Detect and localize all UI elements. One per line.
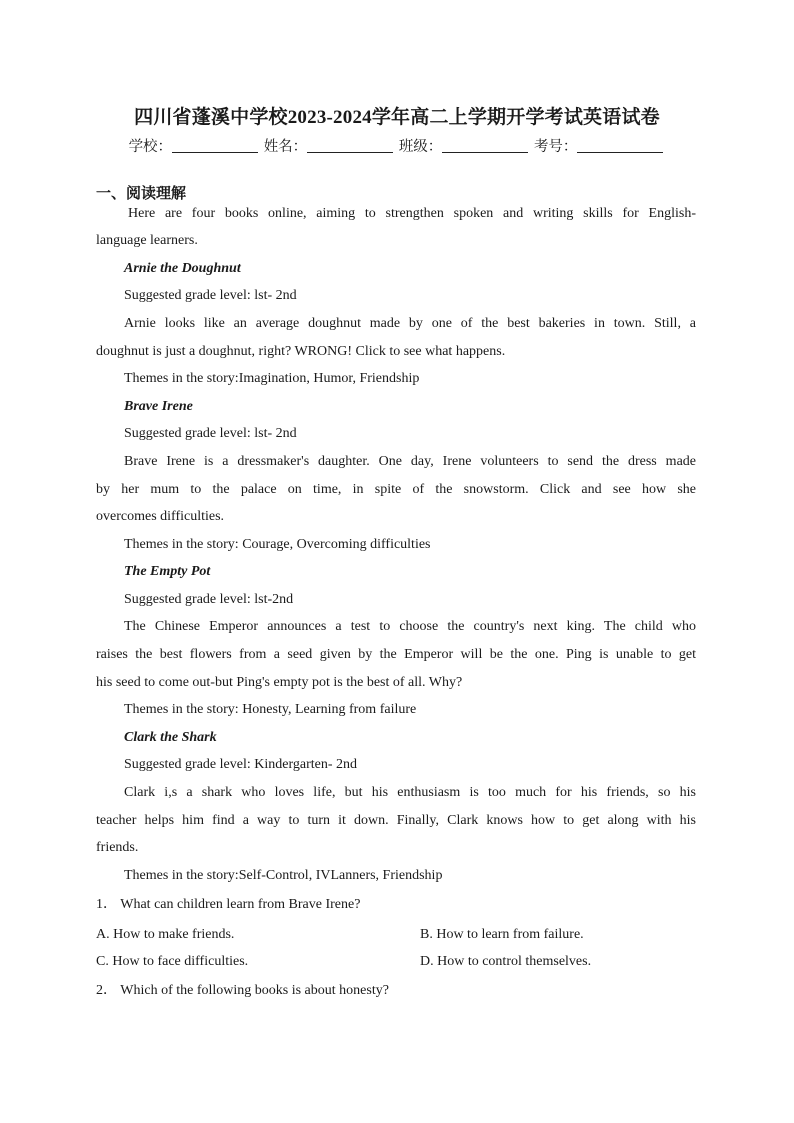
school-label: 学校： bbox=[128, 139, 173, 155]
book-desc-line: raises the best flowers from a seed given by the Emperor will be the one. Ping is unable to get bbox=[96, 647, 696, 662]
option-c[interactable]: C. How to face difficulties. bbox=[96, 954, 249, 969]
book-desc-line: by her mum to the palace on time, in spite of the snowstorm. Click and see how she bbox=[96, 482, 696, 497]
book-desc-line: doughnut is just a doughnut, right? WRONG! Click to see what happens. bbox=[96, 344, 506, 359]
book-themes: Themes in the story:Imagination, Humor, Friendship bbox=[124, 371, 420, 386]
book-themes: Themes in the story: Courage, Overcoming difficulties bbox=[124, 537, 431, 552]
option-a[interactable]: A. How to make friends. bbox=[96, 927, 235, 942]
name-blank[interactable] bbox=[307, 138, 393, 153]
number-label: 考号： bbox=[533, 139, 578, 155]
book-desc-line: his seed to come out-but Ping's empty pot is the best of all. Why? bbox=[96, 675, 463, 690]
book-grade: Suggested grade level: lst-2nd bbox=[124, 592, 294, 607]
book-grade: Suggested grade level: Kindergarten- 2nd bbox=[124, 757, 358, 772]
class-label: 班级： bbox=[398, 139, 443, 155]
book-themes: Themes in the story:Self-Control, IVLanners, Friendship bbox=[124, 868, 443, 883]
school-blank[interactable] bbox=[172, 138, 258, 153]
exam-title: 四川省蓬溪中学校2023-2024学年高二上学期开学考试英语试卷 bbox=[134, 107, 660, 128]
book-title: Clark the Shark bbox=[124, 730, 217, 745]
student-info-row bbox=[0, 135, 794, 156]
name-label: 姓名： bbox=[263, 139, 308, 155]
book-desc-line: friends. bbox=[96, 840, 139, 855]
book-desc-line: The Chinese Emperor announces a test to choose the country's next king. The child who bbox=[124, 619, 696, 634]
book-desc-line: Brave Irene is a dressmaker's daughter. One day, Irene volunteers to send the dress made bbox=[124, 454, 696, 469]
book-desc-line: Arnie looks like an average doughnut made by one of the best bakeries in town. Still, a bbox=[124, 316, 696, 331]
book-title: Arnie the Doughnut bbox=[124, 261, 241, 276]
intro-line-1: Here are four books online, aiming to strengthen spoken and writing skills for English- bbox=[128, 206, 696, 221]
book-desc-line: Clark i,s a shark who loves life, but his enthusiasm is too much for his friends, so his bbox=[124, 785, 696, 800]
book-desc-line: overcomes difficulties. bbox=[96, 509, 225, 524]
option-d[interactable]: D. How to control themselves. bbox=[420, 954, 592, 969]
section-heading: 一、阅读理解 bbox=[96, 186, 187, 202]
question-stem: 2． Which of the following books is about honesty? bbox=[96, 983, 389, 998]
option-b[interactable]: B. How to learn from failure. bbox=[420, 927, 584, 942]
book-title: Brave Irene bbox=[124, 399, 193, 414]
book-themes: Themes in the story: Honesty, Learning from failure bbox=[124, 702, 417, 717]
book-grade: Suggested grade level: lst- 2nd bbox=[124, 426, 297, 441]
class-blank[interactable] bbox=[442, 138, 528, 153]
question-stem: 1． What can children learn from Brave Irene? bbox=[96, 897, 361, 912]
intro-line-2: language learners. bbox=[96, 233, 198, 248]
book-desc-line: teacher helps him find a way to turn it down. Finally, Clark knows how to get along with his bbox=[96, 813, 696, 828]
number-blank[interactable] bbox=[577, 138, 663, 153]
book-title: The Empty Pot bbox=[124, 564, 211, 579]
book-grade: Suggested grade level: lst- 2nd bbox=[124, 288, 297, 303]
